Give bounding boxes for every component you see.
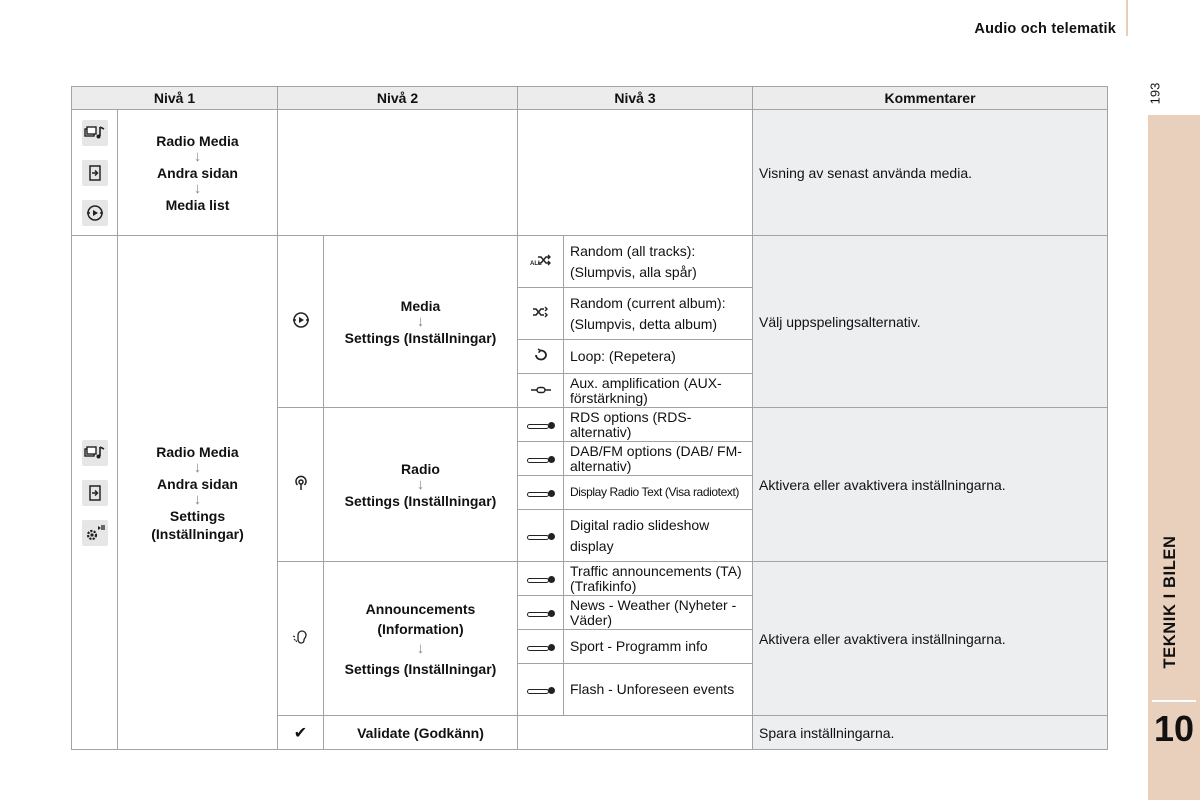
radio-wave-icon: [292, 474, 310, 496]
chapter-number: 10: [1153, 708, 1195, 749]
comment-cell: Välj uppspelingsalternativ.: [753, 236, 1108, 408]
level2-path-cell: [324, 408, 518, 562]
level2-settings: Settings (Inställningar): [344, 329, 497, 346]
toggle-icon: [527, 456, 555, 464]
level1-item: Settings: [169, 507, 226, 524]
chapter-tab-divider: [1152, 700, 1196, 702]
media-list-icon: [82, 200, 108, 226]
level2-title: Media: [400, 297, 441, 314]
level1-item: Radio Media: [156, 443, 239, 460]
level3-option: News - Weather (Nyheter - Väder): [564, 596, 753, 630]
level1-path-cell: [118, 110, 278, 236]
level3-icon-cell: [518, 630, 564, 664]
settings-menu-table: [71, 86, 1108, 750]
level3-empty-cell: [518, 110, 753, 236]
shuffle-all-icon: [530, 253, 552, 271]
toggle-icon: [527, 610, 555, 618]
level2-title-sub: (Information): [377, 620, 464, 637]
other-page-icon: [82, 480, 108, 506]
toggle-icon: [527, 644, 555, 652]
level3-icon-cell: [518, 340, 564, 374]
level2-settings: Settings (Inställningar): [344, 492, 497, 509]
toggle-icon: [527, 687, 555, 695]
settings-icon: [82, 520, 108, 546]
level1-path-cell: [118, 236, 278, 750]
level3-option: Display Radio Text (Visa radiotext): [564, 476, 753, 510]
radio-media-icon: [82, 440, 108, 466]
level3-option: DAB/FM options (DAB/ FM-alternativ): [564, 442, 753, 476]
level2-title: Announcements: [365, 600, 476, 617]
level1-item: Radio Media: [156, 132, 239, 149]
level2-empty-cell: [278, 110, 518, 236]
page-header-title: Audio och telematik: [974, 21, 1116, 37]
level3-option: Random (current album): (Slumpvis, detta album): [564, 288, 753, 340]
level3-option: Random (all tracks): (Slumpvis, alla spår): [564, 236, 753, 288]
level3-icon-cell: [518, 374, 564, 408]
radio-media-icon: [82, 120, 108, 146]
comment-cell: Visning av senast använda media.: [753, 110, 1108, 236]
table-header-row: [72, 87, 1108, 110]
comment-cell: Aktivera eller avaktivera inställningarna.: [753, 408, 1108, 562]
svg-text:ALL: ALL: [529, 260, 542, 267]
level3-option: Traffic announcements (TA) (Trafikinfo): [564, 562, 753, 596]
level3-icon-cell: [518, 236, 564, 288]
level3-option: RDS options (RDS-alternativ): [564, 408, 753, 442]
check-icon: ✔: [293, 724, 308, 742]
level3-empty-cell: [518, 716, 753, 750]
level3-option: Aux. amplification (AUX-förstärkning): [564, 374, 753, 408]
level3-icon-cell: [518, 562, 564, 596]
down-arrow-icon: ↓: [416, 639, 425, 657]
level1-icons-cell: [72, 110, 118, 236]
level3-icon-cell: [518, 442, 564, 476]
comment-cell: Spara inställningarna.: [753, 716, 1108, 750]
validate-label: Validate (Godkänn): [324, 716, 518, 750]
level2-icon-cell: [278, 562, 324, 716]
level2-icon-cell: [278, 716, 324, 750]
toggle-icon: [527, 576, 555, 584]
level3-option: Flash - Unforeseen events: [564, 664, 753, 716]
header-level-3: Nivå 3: [518, 87, 753, 110]
level1-icons-cell: [72, 236, 118, 750]
level3-option: Digital radio slideshow display: [564, 510, 753, 562]
level1-item: Media list: [165, 196, 230, 213]
level2-path-cell: [324, 562, 518, 716]
toggle-icon: [527, 490, 555, 498]
level3-icon-cell: [518, 476, 564, 510]
aux-icon: [529, 382, 553, 399]
header-divider: [1126, 0, 1128, 36]
comment-cell: Aktivera eller avaktivera inställningarna.: [753, 562, 1108, 716]
level1-item: (Inställningar): [151, 525, 244, 542]
level3-option: Sport - Programm info: [564, 630, 753, 664]
down-arrow-icon: ↓: [193, 490, 202, 508]
level1-item: Andra sidan: [157, 164, 238, 181]
loop-icon: [533, 348, 549, 366]
level2-icon-cell: [278, 408, 324, 562]
chapter-tab-label: TEKNIK I BILEN: [1161, 535, 1179, 669]
level1-item: Andra sidan: [157, 475, 238, 492]
level3-icon-cell: [518, 596, 564, 630]
down-arrow-icon: ↓: [416, 475, 425, 493]
level3-icon-cell: [518, 664, 564, 716]
header-comments: Kommentarer: [753, 87, 1108, 110]
level2-icon-cell: [278, 236, 324, 408]
down-arrow-icon: ↓: [193, 458, 202, 476]
level3-icon-cell: [518, 408, 564, 442]
down-arrow-icon: ↓: [193, 147, 202, 165]
toggle-icon: [527, 533, 555, 541]
announcements-icon: [291, 628, 311, 650]
level3-icon-cell: [518, 510, 564, 562]
header-level-1: Nivå 1: [72, 87, 278, 110]
level2-path-cell: [324, 236, 518, 408]
header-level-2: Nivå 2: [278, 87, 518, 110]
level2-title: Radio: [401, 460, 440, 477]
level3-icon-cell: [518, 288, 564, 340]
level3-option: Loop: (Repetera): [564, 340, 753, 374]
down-arrow-icon: ↓: [416, 312, 425, 330]
shuffle-icon: [531, 305, 551, 323]
table-row: [72, 236, 1108, 288]
down-arrow-icon: ↓: [193, 179, 202, 197]
media-play-icon: [290, 311, 312, 333]
other-page-icon: [82, 160, 108, 186]
table-row: [72, 110, 1108, 236]
page-number: 193: [1147, 82, 1163, 105]
level2-settings: Settings (Inställningar): [344, 660, 497, 677]
toggle-icon: [527, 422, 555, 430]
